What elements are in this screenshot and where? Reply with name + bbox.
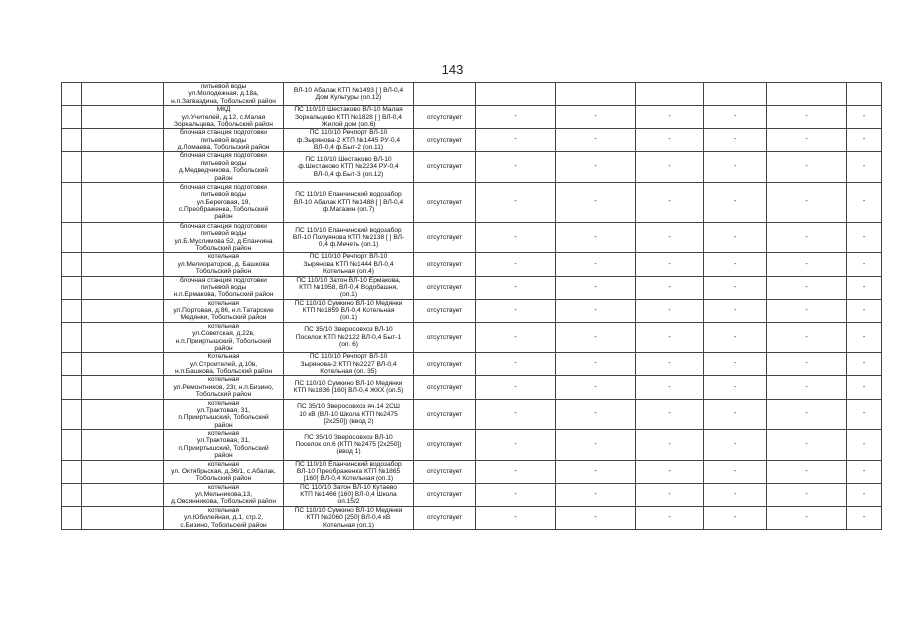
value-cell — [847, 83, 882, 106]
value-cell: - — [704, 129, 767, 152]
empty-cell — [82, 506, 164, 529]
status-cell: отсутствует — [414, 222, 476, 253]
value-cell — [704, 83, 767, 106]
table-row — [62, 353, 882, 376]
location-cell: блочная станция подготовки питьевой воды ул.Б.Муслимова 52, д.Епанчина Тобольский район — [164, 222, 284, 253]
power-source-cell: ПС 110/10 Затон ВЛ-10 Кутаево КТП №1466 [160] ВЛ-0,4 Школа оп.15/2 — [284, 483, 414, 506]
table-row — [62, 322, 882, 353]
value-cell: - — [476, 222, 556, 253]
location-cell: блочная станция подготовки питьевой воды н.п.Ермакова, Тобольский район — [164, 276, 284, 299]
location-cell: котельная ул.Трактовая, 31, п.Прииртышский, Тобольский район — [164, 399, 284, 430]
value-cell: - — [767, 322, 847, 353]
power-source-cell: ПС 110/10 Епанчинский водозабор ВЛ-10 Абалак КТП №1488 [ ] ВЛ-0,4 ф.Магазин (оп.7) — [284, 182, 414, 222]
empty-cell — [62, 376, 82, 399]
value-cell: - — [476, 506, 556, 529]
value-cell: - — [636, 483, 704, 506]
value-cell: - — [556, 152, 636, 183]
value-cell: - — [476, 152, 556, 183]
status-cell: отсутствует — [414, 152, 476, 183]
empty-cell — [62, 299, 82, 322]
status-cell: отсутствует — [414, 129, 476, 152]
value-cell: - — [556, 276, 636, 299]
empty-cell — [82, 129, 164, 152]
power-source-cell: ПС 110/10 Затон ВЛ-10 Ермакова, КТП №1958, ВЛ-0,4 Водобашня, (оп.1) — [284, 276, 414, 299]
value-cell: - — [556, 506, 636, 529]
value-cell: - — [847, 353, 882, 376]
value-cell: - — [704, 299, 767, 322]
value-cell: - — [476, 106, 556, 129]
empty-cell — [82, 460, 164, 483]
location-cell: котельная ул.Портовая, д.86, н.п.Татарские Медянки, Тобольский район — [164, 299, 284, 322]
table-row — [62, 182, 882, 222]
status-cell: отсутствует — [414, 276, 476, 299]
value-cell: - — [767, 253, 847, 276]
power-source-cell: ПС 110/10 Речпорт ВЛ-10 ф.Зырянова-2 КТП №1445 РУ-0,4 ВЛ-0,4 ф.Быт-2 (оп.11) — [284, 129, 414, 152]
status-cell: отсутствует — [414, 460, 476, 483]
location-cell: котельная ул.Юбилейная, д.1, стр.2, с.Бизино, Тобольский район — [164, 506, 284, 529]
power-source-cell: ПС 110/10 Сумкино ВЛ-10 Медянки КТП №1859 ВЛ-0,4 Котельная (оп.1) — [284, 299, 414, 322]
value-cell: - — [476, 430, 556, 461]
table-row — [62, 83, 882, 106]
value-cell: - — [704, 376, 767, 399]
empty-cell — [62, 322, 82, 353]
value-cell: - — [476, 182, 556, 222]
table-row — [62, 129, 882, 152]
value-cell: - — [476, 376, 556, 399]
empty-cell — [82, 276, 164, 299]
value-cell: - — [704, 253, 767, 276]
power-source-cell: ПС 110/10 Речпорт ВЛ-10 Зырянова-2 КТП №2227 ВЛ-0,4 Котельная (оп. 35) — [284, 353, 414, 376]
value-cell: - — [476, 129, 556, 152]
empty-cell — [82, 253, 164, 276]
value-cell: - — [636, 182, 704, 222]
location-cell: блочная станция подготовки питьевой воды д.Ломаева, Тобольский район — [164, 129, 284, 152]
table-row — [62, 430, 882, 461]
value-cell: - — [847, 182, 882, 222]
empty-cell — [82, 376, 164, 399]
empty-cell — [82, 483, 164, 506]
value-cell: - — [556, 253, 636, 276]
value-cell: - — [767, 353, 847, 376]
empty-cell — [62, 253, 82, 276]
value-cell: - — [636, 460, 704, 483]
power-source-cell: ПС 110/10 Епанчинский водозабор ВЛ-10 Преображенка КТП №1865 [160] ВЛ-0,4 Котельная (оп.1) — [284, 460, 414, 483]
empty-cell — [82, 430, 164, 461]
value-cell: - — [556, 430, 636, 461]
value-cell: - — [767, 376, 847, 399]
value-cell: - — [704, 276, 767, 299]
value-cell: - — [556, 376, 636, 399]
value-cell: - — [704, 460, 767, 483]
value-cell: - — [847, 106, 882, 129]
value-cell — [476, 83, 556, 106]
value-cell: - — [847, 276, 882, 299]
status-cell: отсутствует — [414, 353, 476, 376]
empty-cell — [62, 222, 82, 253]
value-cell: - — [767, 299, 847, 322]
value-cell: - — [636, 299, 704, 322]
value-cell: - — [636, 506, 704, 529]
value-cell: - — [704, 106, 767, 129]
table-row — [62, 222, 882, 253]
value-cell: - — [847, 399, 882, 430]
value-cell: - — [847, 253, 882, 276]
value-cell: - — [476, 276, 556, 299]
status-cell: отсутствует — [414, 182, 476, 222]
empty-cell — [62, 353, 82, 376]
table-row — [62, 376, 882, 399]
value-cell: - — [556, 483, 636, 506]
value-cell: - — [556, 399, 636, 430]
location-cell: блочная станция подготовки питьевой воды ул.Береговая, 19, с.Преображенка, Тобольский район — [164, 182, 284, 222]
value-cell: - — [704, 152, 767, 183]
status-cell: отсутствует — [414, 322, 476, 353]
value-cell: - — [704, 222, 767, 253]
status-cell: отсутствует — [414, 399, 476, 430]
value-cell: - — [847, 506, 882, 529]
value-cell: - — [636, 399, 704, 430]
value-cell: - — [767, 129, 847, 152]
value-cell: - — [704, 399, 767, 430]
value-cell: - — [767, 483, 847, 506]
empty-cell — [62, 182, 82, 222]
location-cell: котельная ул.Мелиораторов, д. Башкова Тобольский район — [164, 253, 284, 276]
empty-cell — [82, 83, 164, 106]
power-source-cell: ПС 110/10 Сумкино ВЛ-10 Медянки КТП №2060 [250] ВЛ-0,4 кВ Котельная (оп.1) — [284, 506, 414, 529]
status-cell: отсутствует — [414, 376, 476, 399]
empty-cell — [82, 322, 164, 353]
table-row — [62, 299, 882, 322]
location-cell: МКД ул.Учителей, д.12, с.Малая Зоркальцева, Тобольский район — [164, 106, 284, 129]
value-cell: - — [636, 353, 704, 376]
power-source-cell: ПС 110/10 Сумкино ВЛ-10 Медянки КТП №1836 [160] ВЛ-0,4 ЖКХ (оп.5) — [284, 376, 414, 399]
value-cell: - — [704, 182, 767, 222]
value-cell: - — [704, 430, 767, 461]
value-cell: - — [476, 353, 556, 376]
value-cell: - — [847, 430, 882, 461]
empty-cell — [62, 106, 82, 129]
value-cell: - — [476, 253, 556, 276]
value-cell — [767, 83, 847, 106]
empty-cell — [82, 399, 164, 430]
empty-cell — [62, 152, 82, 183]
value-cell: - — [767, 506, 847, 529]
table-row — [62, 399, 882, 430]
table-row — [62, 483, 882, 506]
table-row — [62, 106, 882, 129]
value-cell: - — [767, 430, 847, 461]
value-cell: - — [767, 152, 847, 183]
value-cell: - — [556, 299, 636, 322]
empty-cell — [62, 399, 82, 430]
location-cell: котельная ул.Мельникова,13, д.Овсянникова, Тобольский район — [164, 483, 284, 506]
table-row — [62, 253, 882, 276]
empty-cell — [62, 276, 82, 299]
value-cell: - — [556, 353, 636, 376]
status-cell: отсутствует — [414, 299, 476, 322]
value-cell: - — [636, 129, 704, 152]
value-cell: - — [476, 460, 556, 483]
value-cell: - — [847, 299, 882, 322]
empty-cell — [82, 299, 164, 322]
power-source-cell: ПС 35/10 Зверосовхоз ВЛ-10 Поселок КТП №2122 ВЛ-0,4 Быт-1 (оп. 6) — [284, 322, 414, 353]
empty-cell — [62, 83, 82, 106]
page-number: 143 — [441, 62, 464, 77]
power-source-cell: ПС 35/10 Зверосовхоз яч.14 2СШ 10 кВ (ВЛ-10 Школа КТП №2475 [2х250]) (ввод 2) — [284, 399, 414, 430]
value-cell: - — [636, 152, 704, 183]
value-cell: - — [704, 506, 767, 529]
value-cell: - — [636, 106, 704, 129]
location-cell: блочная станция подготовки питьевой воды д.Медведчикова, Тобольский район — [164, 152, 284, 183]
empty-cell — [62, 430, 82, 461]
value-cell: - — [767, 222, 847, 253]
empty-cell — [62, 460, 82, 483]
value-cell: - — [476, 399, 556, 430]
value-cell: - — [636, 322, 704, 353]
value-cell: - — [847, 483, 882, 506]
empty-cell — [82, 182, 164, 222]
empty-cell — [82, 106, 164, 129]
value-cell: - — [767, 460, 847, 483]
table-row — [62, 506, 882, 529]
value-cell: - — [847, 222, 882, 253]
value-cell — [636, 83, 704, 106]
empty-cell — [82, 353, 164, 376]
value-cell: - — [847, 376, 882, 399]
table-row — [62, 152, 882, 183]
location-cell: котельная ул.Ремонтников, 23г, н.п.Бизино, Тобольский район — [164, 376, 284, 399]
value-cell: - — [847, 152, 882, 183]
value-cell: - — [556, 322, 636, 353]
value-cell: - — [556, 222, 636, 253]
power-source-cell: ПС 35/10 Зверосовхоз ВЛ-10 Поселок оп.6 (КТП №2475 [2х250]) (ввод 1) — [284, 430, 414, 461]
value-cell: - — [556, 129, 636, 152]
status-cell: отсутствует — [414, 506, 476, 529]
status-cell — [414, 83, 476, 106]
value-cell: - — [636, 430, 704, 461]
location-cell: котельная ул.Трактовая, 31, п.Прииртышский, Тобольский район — [164, 430, 284, 461]
value-cell: - — [636, 253, 704, 276]
value-cell: - — [767, 182, 847, 222]
value-cell: - — [847, 322, 882, 353]
location-cell: питьевой воды ул.Молодежная, д.18а, н.п.Загваздина, Тобольский район — [164, 83, 284, 106]
value-cell: - — [556, 106, 636, 129]
status-cell: отсутствует — [414, 106, 476, 129]
location-cell: котельная ул. Октябрьская, д.36/1, с.Абалак, Тобольский район — [164, 460, 284, 483]
status-cell: отсутствует — [414, 430, 476, 461]
empty-cell — [82, 222, 164, 253]
value-cell: - — [636, 276, 704, 299]
value-cell: - — [476, 299, 556, 322]
empty-cell — [62, 506, 82, 529]
location-cell: Котельная ул.Строителей, д.10в, н.п.Башкова, Тобольский район — [164, 353, 284, 376]
value-cell: - — [767, 106, 847, 129]
status-cell: отсутствует — [414, 253, 476, 276]
value-cell: - — [704, 322, 767, 353]
value-cell: - — [556, 182, 636, 222]
status-cell: отсутствует — [414, 483, 476, 506]
value-cell: - — [847, 460, 882, 483]
empty-cell — [62, 129, 82, 152]
value-cell: - — [704, 483, 767, 506]
utility-table — [61, 82, 882, 530]
value-cell: - — [476, 322, 556, 353]
table-row — [62, 460, 882, 483]
empty-cell — [82, 152, 164, 183]
value-cell: - — [556, 460, 636, 483]
power-source-cell: ПС 110/10 Шестаково ВЛ-10 Малая Зоркальцево КТП №1828 [ ] ВЛ-0,4 Жилой дом (оп.6) — [284, 106, 414, 129]
value-cell — [556, 83, 636, 106]
value-cell: - — [704, 353, 767, 376]
empty-cell — [62, 483, 82, 506]
table-row — [62, 276, 882, 299]
value-cell: - — [636, 222, 704, 253]
value-cell: - — [767, 276, 847, 299]
value-cell: - — [847, 129, 882, 152]
location-cell: котельная ул.Советская, д.22в, н.п.Прииртышский, Тобольский район — [164, 322, 284, 353]
power-source-cell: ВЛ-10 Абалак КТП №1493 [ ] ВЛ-0,4 Дом Культуры (оп.12) — [284, 83, 414, 106]
value-cell: - — [636, 376, 704, 399]
power-source-cell: ПС 110/10 Шестаково ВЛ-10 ф.Шестаково КТП №2234 РУ-0,4 ВЛ-0,4 ф.Быт-3 (оп.12) — [284, 152, 414, 183]
power-source-cell: ПС 110/10 Епанчинский водозабор ВЛ-10 Полуянова КТП №2138 [ ] ВЛ- 0,4 ф.Мечеть (оп.1) — [284, 222, 414, 253]
power-source-cell: ПС 110/10 Речпорт ВЛ-10 Зырянова КТП №1444 ВЛ-0,4 Котельная (оп.4) — [284, 253, 414, 276]
value-cell: - — [767, 399, 847, 430]
value-cell: - — [476, 483, 556, 506]
